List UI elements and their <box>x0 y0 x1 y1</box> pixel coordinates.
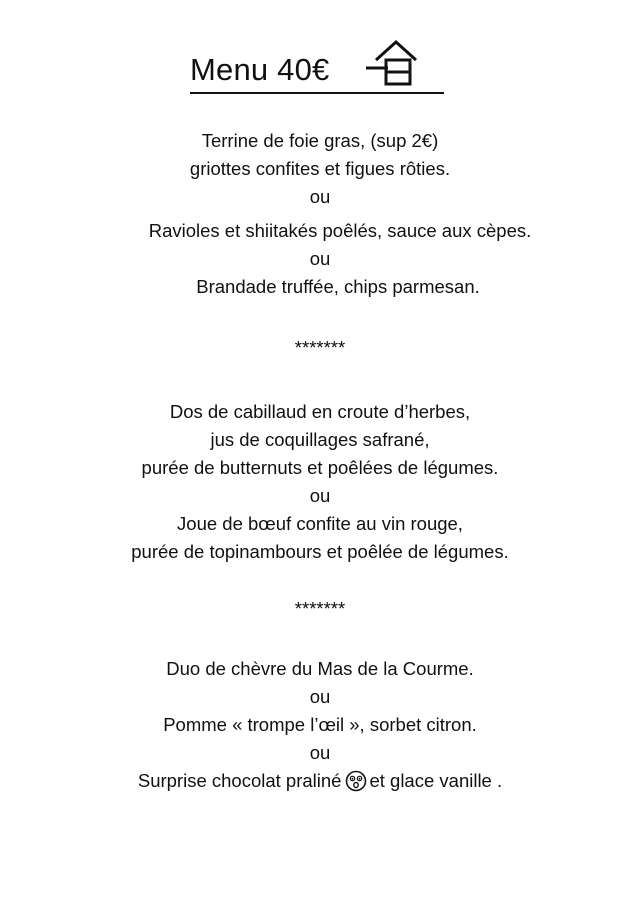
starter-line-2: griottes confites et figues rôties. <box>189 158 451 179</box>
starter-line-1: Terrine de foie gras, (sup 2€) <box>201 130 439 151</box>
starter-line-4: Brandade truffée, chips parmesan. <box>196 276 480 297</box>
separator-1: ******* <box>294 337 346 358</box>
main-line-3: purée de butternuts et poêlées de légumes. <box>141 457 499 478</box>
dessert-or-2: ou <box>309 742 331 763</box>
dessert-line-3 <box>0 769 640 793</box>
dessert-or-1: ou <box>309 686 331 707</box>
main-line-1: Dos de cabillaud en croute d’herbes, <box>169 401 471 422</box>
dessert-line-1: Duo de chèvre du Mas de la Courme. <box>166 658 474 679</box>
house-icon <box>366 38 426 90</box>
starter-or-2: ou <box>309 248 331 269</box>
main-line-5: purée de topinambours et poêlée de légumes. <box>131 541 509 562</box>
main-line-4: Joue de bœuf confite au vin rouge, <box>177 513 463 534</box>
astonished-face-icon <box>345 770 367 792</box>
dessert-line-2: Pomme « trompe l’œil », sorbet citron. <box>163 714 477 735</box>
separator-2: ******* <box>294 598 346 619</box>
main-or-1: ou <box>309 485 331 506</box>
page-title: Menu 40€ <box>190 52 330 87</box>
menu-header <box>190 38 444 96</box>
main-line-2: jus de coquillages safrané, <box>210 429 430 450</box>
starter-or-1: ou <box>309 186 331 207</box>
dessert-line-3-part-2: et glace vanille . <box>369 770 503 791</box>
title-underline <box>190 92 444 94</box>
starter-line-3: Ravioles et shiitakés poêlés, sauce aux cèpes. <box>148 220 532 241</box>
dessert-line-3-part-1: Surprise chocolat praliné <box>137 770 342 791</box>
